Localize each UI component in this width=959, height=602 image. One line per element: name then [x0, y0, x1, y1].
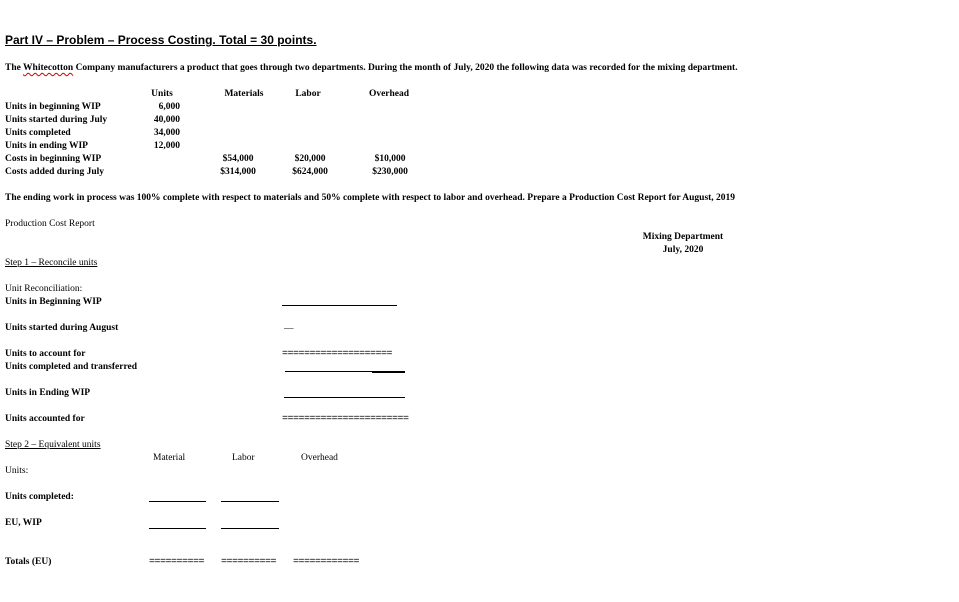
step2-heading: Step 2 – Equivalent units — [5, 440, 101, 450]
answer-dash: — — [284, 324, 294, 334]
units-completed-label: Units completed: — [5, 492, 74, 502]
row-labor: $624,000 — [292, 167, 328, 177]
intro-paragraph — [5, 63, 738, 73]
col-header-material: Material — [153, 453, 186, 463]
row-label: Units started during July — [5, 115, 108, 125]
answer-line-bold — [372, 372, 405, 373]
units-completed-transferred-label: Units completed and transferred — [5, 362, 138, 372]
col-header-overhead: Overhead — [368, 89, 410, 99]
answer-line — [221, 528, 279, 529]
unit-reconciliation-label: Unit Reconciliation: — [5, 284, 83, 294]
report-period: July, 2020 — [662, 245, 704, 255]
row-overhead: $10,000 — [374, 154, 406, 164]
answer-line — [284, 397, 405, 398]
row-materials: $314,000 — [220, 167, 256, 177]
row-units: 12,000 — [153, 141, 180, 151]
col-header-materials: Materials — [224, 89, 264, 99]
col-header-labor: Labor — [232, 453, 255, 463]
answer-line — [282, 305, 397, 306]
double-rule: ========== — [221, 558, 277, 568]
units-label: Units: — [5, 466, 29, 476]
double-rule: ======================= — [282, 415, 409, 425]
answer-line — [221, 501, 279, 502]
row-label: Units in ending WIP — [5, 141, 88, 151]
row-units: 6,000 — [158, 102, 180, 112]
step1-heading: Step 1 – Reconcile units — [5, 258, 98, 268]
row-units: 34,000 — [153, 128, 180, 138]
eu-wip-label: EU, WIP — [5, 518, 42, 528]
answer-line — [149, 528, 206, 529]
col-header-labor: Labor — [295, 89, 321, 99]
units-beginning-wip-label: Units in Beginning WIP — [5, 297, 102, 307]
intro-after: Company manufacturers a product that goes through two departments. During the month of July, 2020 the following data was recorded for the mixing department. — [73, 63, 738, 73]
row-label: Units completed — [5, 128, 71, 138]
col-header-overhead: Overhead — [301, 453, 338, 463]
row-label: Costs in beginning WIP — [5, 154, 102, 164]
units-accounted-for-label: Units accounted for — [5, 414, 85, 424]
row-label: Units in beginning WIP — [5, 102, 101, 112]
double-rule: ==================== — [282, 350, 393, 360]
row-materials: $54,000 — [222, 154, 254, 164]
row-overhead: $230,000 — [372, 167, 408, 177]
page-title: Part IV – Problem – Process Costing. Total = 30 points. — [5, 33, 317, 47]
double-rule: ============ — [293, 558, 360, 568]
completion-note: The ending work in process was 100% complete with respect to materials and 50% complete with respect to labor and overhead. Prepare a Production Cost Report for August, 2019 — [5, 193, 736, 203]
company-name: Whitecotton — [23, 63, 74, 73]
report-title: Production Cost Report — [5, 219, 95, 229]
row-units: 40,000 — [153, 115, 180, 125]
row-labor: $20,000 — [294, 154, 326, 164]
units-started-label: Units started during August — [5, 323, 119, 333]
double-rule: ========== — [149, 558, 205, 568]
department-name: Mixing Department — [642, 232, 724, 242]
col-header-units: Units — [151, 89, 173, 99]
answer-line — [149, 501, 206, 502]
units-to-account-label: Units to account for — [5, 349, 86, 359]
units-ending-wip-label: Units in Ending WIP — [5, 388, 91, 398]
totals-eu-label: Totals (EU) — [5, 557, 52, 567]
row-label: Costs added during July — [5, 167, 104, 177]
intro-before: The — [5, 63, 24, 73]
